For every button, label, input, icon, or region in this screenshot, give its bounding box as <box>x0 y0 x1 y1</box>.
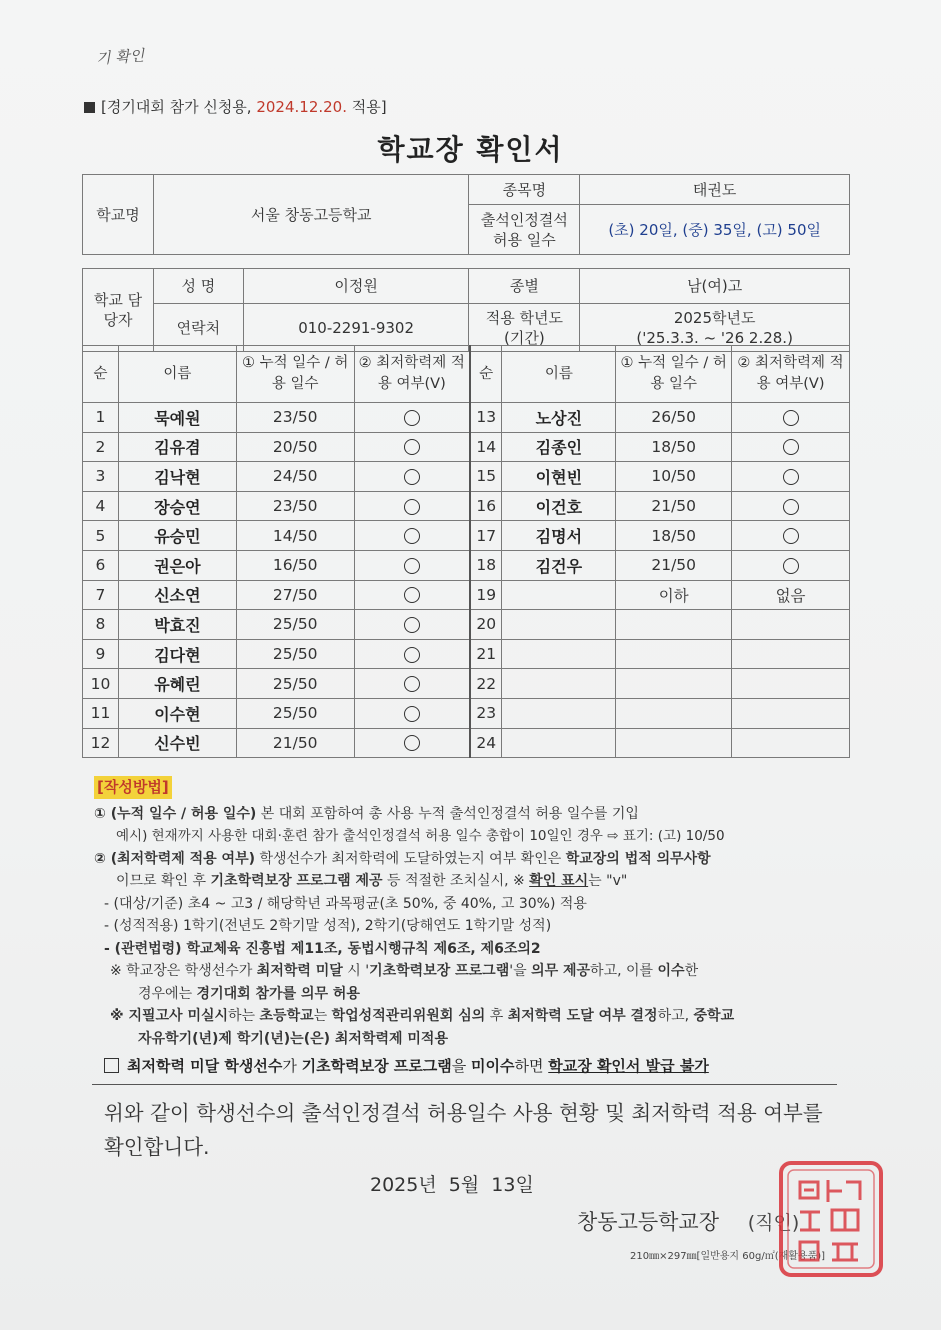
cell-name-right: 이건호 <box>502 491 616 521</box>
cell-name-left: 유승민 <box>118 521 236 551</box>
writing-guide <box>94 776 854 1050</box>
cell-name-right: 이현빈 <box>502 462 616 492</box>
year-text: 2025학년도 <box>673 308 756 327</box>
cell-min-right <box>732 610 850 640</box>
circle-mark-icon <box>404 499 420 515</box>
guide-line-10c: 는 <box>313 1008 332 1024</box>
guide-line-3: 학생선수가 최저학력에 도달하였는지 여부 확인은 <box>255 850 566 867</box>
date-year: 2025년 <box>370 1174 437 1196</box>
date-day: 13일 <box>491 1174 534 1196</box>
guide-line-10-bold-4: 중학교 <box>693 1008 735 1024</box>
paper-spec: 210㎜×297㎜[일반용지 60g/㎡(재활용품)] <box>630 1251 826 1262</box>
cell-name-left: 박효진 <box>118 610 236 640</box>
top-note-prefix: [경기대회 참가 신청용, <box>101 98 257 116</box>
circle-mark-icon <box>404 410 420 426</box>
cell-min-right <box>732 403 850 433</box>
guide-line-3-bold: ② (최저학력제 적용 여부) <box>94 850 255 867</box>
circle-mark-icon <box>404 469 420 485</box>
warning-part-c: 기초학력보장 프로그램 <box>301 1057 452 1075</box>
cell-name-left: 김낙현 <box>118 462 236 492</box>
circle-mark-icon <box>783 528 799 544</box>
cell-days-right: 21/50 <box>616 491 732 521</box>
cell-min-left <box>354 639 470 669</box>
table-row <box>83 432 850 462</box>
cell-name-right: 김건우 <box>502 550 616 580</box>
cell-days-right: 10/50 <box>616 462 732 492</box>
cell-min-right <box>732 462 850 492</box>
cell-days-left: 27/50 <box>236 580 354 610</box>
cell-min-left <box>354 432 470 462</box>
circle-mark-icon <box>783 410 799 426</box>
guide-line-10-bold-2: 학업성적관리위원회 심의 <box>331 1008 486 1024</box>
guide-line-4c: 는 "v" <box>588 873 628 889</box>
cell-min-left <box>354 521 470 551</box>
top-note <box>84 96 387 117</box>
cell-no-left: 1 <box>83 403 119 433</box>
cell-no-right: 14 <box>470 432 502 462</box>
circle-mark-icon <box>404 558 420 574</box>
cell-name-left: 권은아 <box>118 550 236 580</box>
cell-days-right <box>616 669 732 699</box>
circle-mark-icon <box>404 647 420 663</box>
table-row <box>83 521 850 551</box>
header-min-right: ② 최저학력제 적용 여부(V) <box>732 346 850 403</box>
cell-days-left: 25/50 <box>236 669 354 699</box>
guide-line-7: - (관련법령) 학교체육 진흥법 제11조, 동법시행규칙 제6조, 제6조의2 <box>104 940 541 957</box>
cell-min-left <box>354 698 470 728</box>
official-seal-icon <box>778 1160 884 1278</box>
guide-line-10d: 후 <box>485 1008 508 1024</box>
circle-mark-icon <box>404 587 420 603</box>
warning-part-a: 최저학력 미달 학생선수 <box>127 1057 283 1075</box>
year-label: 적용 학년도 (기간) <box>469 304 580 352</box>
sport-value: 태권도 <box>580 175 850 205</box>
cell-days-left: 25/50 <box>236 610 354 640</box>
cell-no-right: 13 <box>470 403 502 433</box>
guide-line-10b: 하는 <box>228 1008 260 1024</box>
roster-table <box>82 345 850 758</box>
warning-part-b: 가 <box>282 1057 302 1075</box>
cell-no-left: 2 <box>83 432 119 462</box>
guide-line-8b: 시 ' <box>342 963 370 979</box>
guide-line-8-bold-3: 의무 제공 <box>531 963 591 979</box>
gender-label: 종별 <box>469 269 580 304</box>
cell-days-right <box>616 698 732 728</box>
cell-min-left <box>354 462 470 492</box>
cell-min-right: 없음 <box>732 580 850 610</box>
table-row <box>83 550 850 580</box>
cell-days-right <box>616 728 732 758</box>
header-no-left: 순 <box>83 346 119 403</box>
cell-name-left: 김유겸 <box>118 432 236 462</box>
cell-name-right <box>502 580 616 610</box>
guide-line-8e: 한 <box>684 963 699 979</box>
roster-body <box>83 403 850 758</box>
cell-min-right <box>732 491 850 521</box>
cell-days-right: 이하 <box>616 580 732 610</box>
cell-no-right: 17 <box>470 521 502 551</box>
guide-line-1-bold: ① (누적 일수 / 허용 일수) <box>94 805 257 822</box>
guide-line-8c: '을 <box>509 963 532 979</box>
handwritten-note: 기 확인 <box>95 46 145 68</box>
header-days-left: ① 누적 일수 / 허용 일수 <box>236 346 354 403</box>
cell-name-left: 신소연 <box>118 580 236 610</box>
cell-name-left: 이수현 <box>118 698 236 728</box>
cell-name-right <box>502 728 616 758</box>
cell-no-left: 10 <box>83 669 119 699</box>
school-label: 학교명 <box>83 175 154 255</box>
warning-part-d: 을 <box>451 1057 472 1075</box>
manager-name: 이정원 <box>243 269 469 304</box>
header-days-right: ① 누적 일수 / 허용 일수 <box>616 346 732 403</box>
table-row <box>83 610 850 640</box>
cell-no-right: 18 <box>470 550 502 580</box>
circle-mark-icon <box>404 617 420 633</box>
circle-mark-icon <box>404 528 420 544</box>
cell-min-left <box>354 491 470 521</box>
table-row <box>83 491 850 521</box>
cell-min-right <box>732 432 850 462</box>
cell-name-right <box>502 610 616 640</box>
page-title: 학교장 확인서 <box>377 133 564 166</box>
warning-part-f: 하면 <box>514 1057 549 1075</box>
info-table <box>82 174 850 352</box>
cell-name-right: 노상진 <box>502 403 616 433</box>
guide-line-8-bold: 최저학력 미달 <box>256 963 343 979</box>
cell-no-right: 21 <box>470 639 502 669</box>
circle-mark-icon <box>783 439 799 455</box>
cell-days-left: 24/50 <box>236 462 354 492</box>
guide-line-9-bold: 경기대회 참가를 의무 허용 <box>196 985 360 1002</box>
cell-no-left: 12 <box>83 728 119 758</box>
divider <box>92 1084 837 1085</box>
cell-name-left: 김다현 <box>118 639 236 669</box>
circle-mark-icon <box>404 439 420 455</box>
table-row <box>83 580 850 610</box>
cell-name-left: 신수빈 <box>118 728 236 758</box>
issue-date <box>370 1170 534 1197</box>
guide-line-8d: 하고, 이를 <box>590 963 658 979</box>
cell-days-right <box>616 639 732 669</box>
table-row <box>83 698 850 728</box>
date-month: 5월 <box>448 1174 480 1196</box>
warning-line <box>104 1055 709 1076</box>
cell-name-right: 김종인 <box>502 432 616 462</box>
cell-no-right: 19 <box>470 580 502 610</box>
circle-mark-icon <box>783 469 799 485</box>
guide-line-9a: 경우에는 <box>138 985 197 1002</box>
circle-mark-icon <box>404 735 420 751</box>
manager-label: 학교 담당자 <box>83 269 154 352</box>
name-label: 성 명 <box>153 269 243 304</box>
cell-days-right: 26/50 <box>616 403 732 433</box>
guide-line-2: 예시) 현재까지 사용한 대회·훈련 참가 출석인정결석 허용 일수 총합이 10일인 경우 ⇨ 표기: (고) 10/50 <box>116 828 725 844</box>
cell-no-left: 11 <box>83 698 119 728</box>
warning-part-g: 학교장 확인서 발급 불가 <box>548 1057 709 1075</box>
sport-label: 종목명 <box>469 175 580 205</box>
cell-no-left: 6 <box>83 550 119 580</box>
cell-min-left <box>354 610 470 640</box>
table-row <box>83 669 850 699</box>
cell-days-left: 23/50 <box>236 491 354 521</box>
cell-min-right <box>732 698 850 728</box>
cell-min-left <box>354 669 470 699</box>
cell-name-left: 묵예원 <box>118 403 236 433</box>
guide-line-3-bold-2: 학교장의 법적 의무사항 <box>565 850 711 867</box>
cell-name-left: 장승연 <box>118 491 236 521</box>
confirm-text: 위와 같이 학생선수의 출석인정결석 허용일수 사용 현황 및 최저학력 적용 여부를 확인합니다. <box>104 1101 823 1159</box>
signer-name: 창동고등학교장 <box>577 1210 720 1234</box>
guide-line-5: - (대상/기준) 초4 ~ 고3 / 해당학년 과목평균(초 50%, 중 40%, 고 30%) 적용 <box>104 895 587 912</box>
cell-min-left <box>354 550 470 580</box>
signer <box>577 1206 799 1236</box>
guide-line-1: 본 대회 포함하여 총 사용 누적 출석인정결석 허용 일수를 기입 <box>256 805 639 822</box>
cell-min-right <box>732 639 850 669</box>
cell-min-left <box>354 728 470 758</box>
cell-name-left: 유혜린 <box>118 669 236 699</box>
cell-name-right <box>502 639 616 669</box>
cell-days-right: 18/50 <box>616 521 732 551</box>
cell-min-right <box>732 521 850 551</box>
school-name: 서울 창동고등학교 <box>153 175 469 255</box>
guide-line-10-bold-3: 최저학력 도달 여부 결정 <box>507 1008 658 1024</box>
cell-min-right <box>732 728 850 758</box>
cell-name-right <box>502 698 616 728</box>
period-text: ('25.3.3. ~ '26 2.28.) <box>636 328 793 347</box>
table-row <box>83 462 850 492</box>
guide-line-4: 이므로 확인 후 <box>116 873 211 889</box>
cell-min-left <box>354 580 470 610</box>
circle-mark-icon <box>783 558 799 574</box>
guide-line-10e: 하고, <box>657 1008 694 1024</box>
cell-days-left: 14/50 <box>236 521 354 551</box>
cell-name-right <box>502 669 616 699</box>
circle-mark-icon <box>404 676 420 692</box>
cell-days-left: 20/50 <box>236 432 354 462</box>
table-row <box>83 403 850 433</box>
cell-no-right: 23 <box>470 698 502 728</box>
cell-no-left: 9 <box>83 639 119 669</box>
cell-days-left: 25/50 <box>236 639 354 669</box>
guide-line-8a: ※ 학교장은 학생선수가 <box>110 963 257 979</box>
square-bullet-icon <box>84 102 95 113</box>
cell-no-right: 22 <box>470 669 502 699</box>
cell-no-left: 5 <box>83 521 119 551</box>
seal-label: (직인) <box>747 1212 800 1234</box>
header-no-right: 순 <box>470 346 502 403</box>
cell-name-right: 김명서 <box>502 521 616 551</box>
cell-min-right <box>732 669 850 699</box>
table-row <box>83 639 850 669</box>
contact-label: 연락처 <box>153 304 243 352</box>
gender-value: 남(여)고 <box>580 269 850 304</box>
top-note-date: 2024.12.20. <box>256 98 347 116</box>
cell-min-right <box>732 550 850 580</box>
cell-days-left: 21/50 <box>236 728 354 758</box>
warning-part-e: 미이수 <box>471 1057 515 1075</box>
table-row <box>83 728 850 758</box>
contact-value: 010-2291-9302 <box>243 304 469 352</box>
guide-line-4-bold-2: 확인 표시 <box>529 873 589 889</box>
absence-label: 출석인정결석 허용 일수 <box>469 205 580 255</box>
cell-days-right <box>616 610 732 640</box>
guide-line-8-bold-4: 이수 <box>657 963 685 979</box>
guide-line-10-bold: 초등학교 <box>259 1008 314 1024</box>
circle-mark-icon <box>783 499 799 515</box>
guide-line-10a: ※ 지필고사 미실시 <box>110 1008 229 1024</box>
cell-days-left: 25/50 <box>236 698 354 728</box>
cell-no-left: 3 <box>83 462 119 492</box>
circle-mark-icon <box>404 706 420 722</box>
cell-no-right: 15 <box>470 462 502 492</box>
cell-days-right: 21/50 <box>616 550 732 580</box>
cell-no-left: 8 <box>83 610 119 640</box>
header-name-right: 이름 <box>502 346 616 403</box>
checkbox-icon <box>104 1058 119 1073</box>
cell-no-left: 7 <box>83 580 119 610</box>
cell-no-right: 20 <box>470 610 502 640</box>
absence-value: (초) 20일, (중) 35일, (고) 50일 <box>580 205 850 255</box>
cell-no-right: 24 <box>470 728 502 758</box>
cell-days-left: 16/50 <box>236 550 354 580</box>
cell-no-right: 16 <box>470 491 502 521</box>
guide-line-4b: 등 적절한 조치실시, ※ <box>382 873 530 889</box>
top-note-suffix: 적용] <box>347 98 387 116</box>
header-min-left: ② 최저학력제 적용 여부(V) <box>354 346 470 403</box>
guide-line-11: 자유학기(년)제 학기(년)는(은) 최저학력제 미적용 <box>138 1030 448 1047</box>
guide-line-4-bold: 기초학력보장 프로그램 제공 <box>210 873 383 889</box>
cell-no-left: 4 <box>83 491 119 521</box>
guide-header: [작성방법] <box>94 776 172 799</box>
cell-days-left: 23/50 <box>236 403 354 433</box>
cell-min-left <box>354 403 470 433</box>
guide-line-8-bold-2: 기초학력보장 프로그램 <box>369 963 510 979</box>
cell-days-right: 18/50 <box>616 432 732 462</box>
guide-line-6: - (성적적용) 1학기(전년도 2학기말 성적), 2학기(당해연도 1학기말 성적) <box>104 918 552 934</box>
header-name-left: 이름 <box>118 346 236 403</box>
